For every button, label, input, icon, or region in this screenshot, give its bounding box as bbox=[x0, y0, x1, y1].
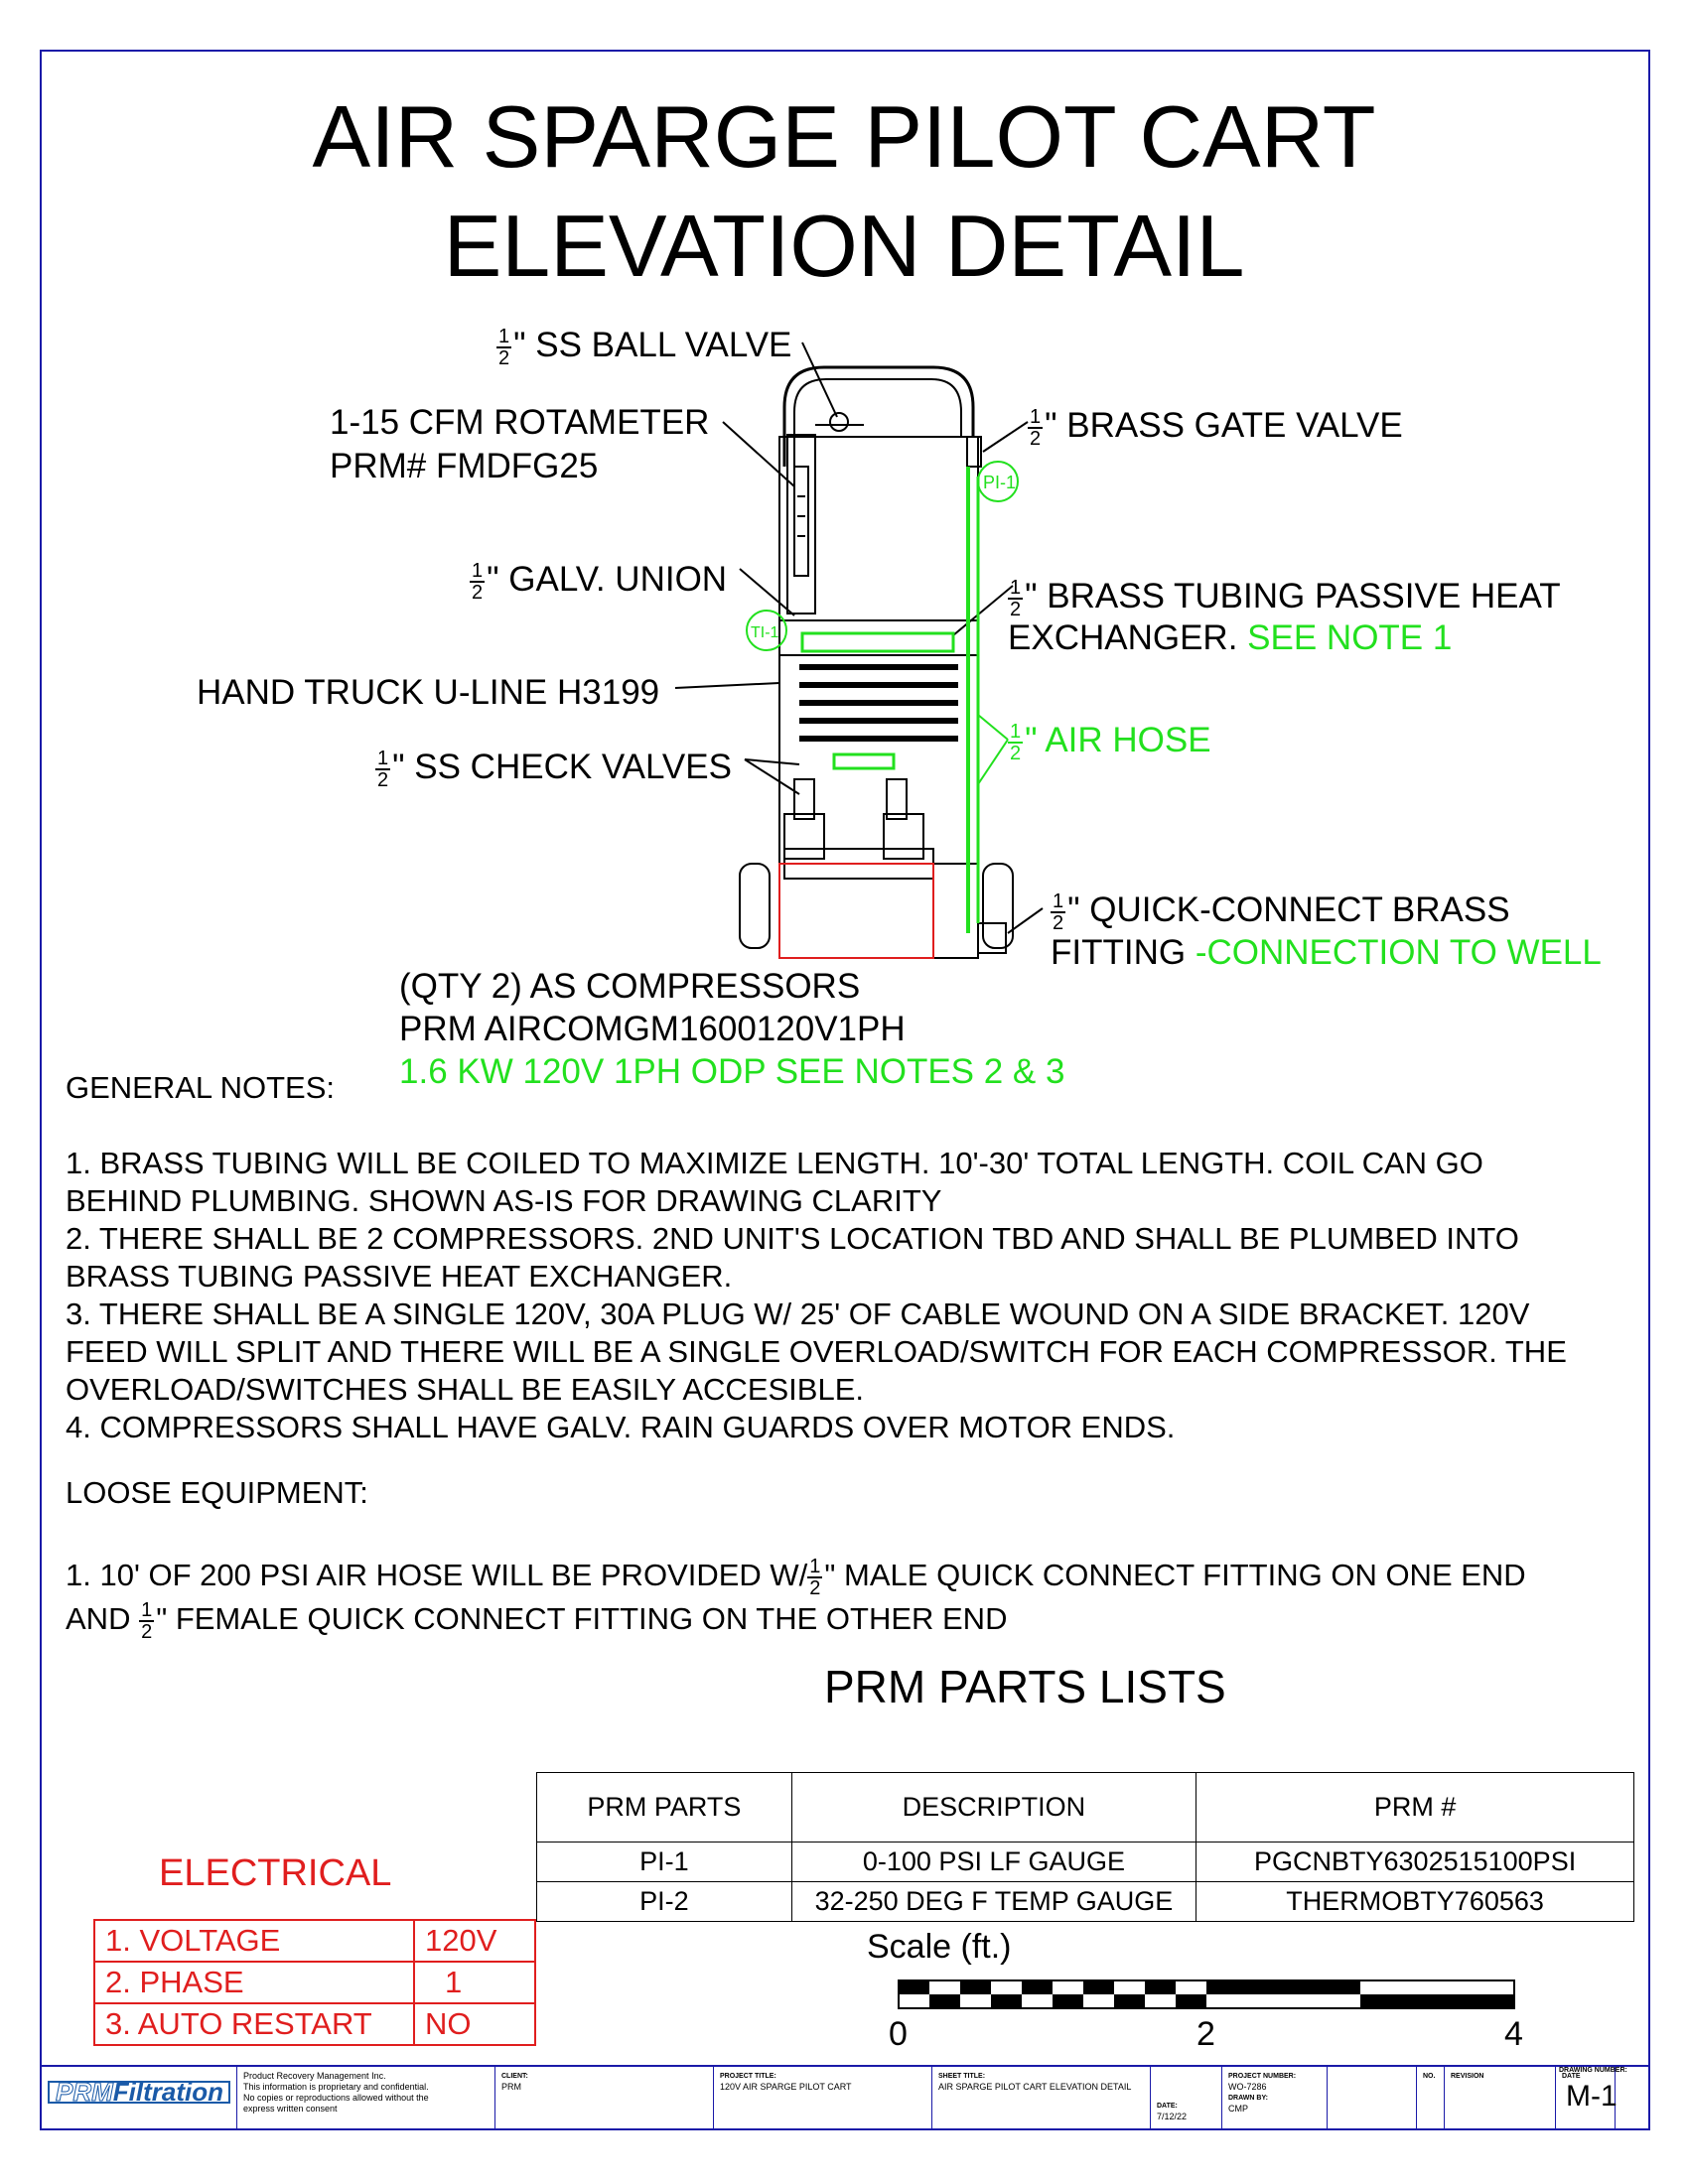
logo-prm: PRM bbox=[56, 2077, 113, 2107]
table-cell: PI-2 bbox=[537, 1882, 792, 1922]
air-hose-callout: $\frac{1}{2}$ " AIR HOSE bbox=[1010, 720, 1211, 764]
check-valves-callout: $\frac{1}{2}$ " SS CHECK VALVES bbox=[377, 747, 732, 791]
quick-connect-callout-line1: $\frac{1}{2}$ " QUICK-CONNECT BRASS bbox=[1053, 889, 1510, 934]
company-logo bbox=[42, 2067, 236, 2130]
table-header: PRM # bbox=[1196, 1773, 1634, 1843]
wheel-right bbox=[983, 864, 1013, 948]
parts-list-title: PRM PARTS LISTS bbox=[824, 1661, 1226, 1712]
gate-valve-callout: $\frac{1}{2}$ " BRASS GATE VALVE bbox=[1030, 405, 1403, 450]
hand-truck-callout: HAND TRUCK U-LINE H3199 bbox=[197, 673, 660, 712]
table-cell: 1. VOLTAGE bbox=[94, 1920, 414, 1962]
blank-cell bbox=[1327, 2067, 1416, 2130]
table-header: PRM PARTS bbox=[537, 1773, 792, 1843]
scale-tick: 2 bbox=[1196, 2015, 1215, 2053]
compressors-callout-line2: PRM AIRCOMGM1600120V1PH bbox=[399, 1010, 906, 1048]
table-cell: 0-100 PSI LF GAUGE bbox=[791, 1843, 1196, 1882]
table-row bbox=[537, 1843, 1634, 1882]
scale-tick: 0 bbox=[889, 2015, 908, 2053]
hand-truck-handle-inner bbox=[794, 379, 961, 467]
heat-exchanger-callout-line1: $\frac{1}{2}$ " BRASS TUBING PASSIVE HEAT bbox=[1010, 576, 1561, 620]
note-line: BEHIND PLUMBING. SHOWN AS-IS FOR DRAWING CLARITY bbox=[66, 1183, 942, 1218]
table-cell: 2. PHASE bbox=[94, 1962, 414, 2003]
note-line: 4. COMPRESSORS SHALL HAVE GALV. RAIN GUARDS OVER MOTOR ENDS. bbox=[66, 1410, 1176, 1444]
ball-valve-body bbox=[830, 413, 848, 431]
union-callout: $\frac{1}{2}$ " GALV. UNION bbox=[472, 559, 728, 604]
compressors-callout-line3: 1.6 KW 120V 1PH ODP SEE NOTES 2 & 3 bbox=[399, 1052, 1065, 1091]
table-cell: THERMOBTY760563 bbox=[1196, 1882, 1634, 1922]
note-line: FEED WILL SPLIT AND THERE WILL BE A SINGLE OVERLOAD/SWITCH FOR EACH COMPRESSOR. THE bbox=[66, 1334, 1567, 1369]
revision-no-cell: NO. bbox=[1416, 2067, 1444, 2130]
compressors-callout-line1: (QTY 2) AS COMPRESSORS bbox=[399, 967, 861, 1006]
general-notes-heading: GENERAL NOTES: bbox=[66, 1070, 336, 1105]
heat-exchanger-callout-line2: EXCHANGER. SEE NOTE 1 bbox=[1008, 618, 1453, 657]
project-title-cell: PROJECT TITLE: 120V AIR SPARGE PILOT CART bbox=[713, 2067, 931, 2130]
compressor-head-left bbox=[784, 814, 824, 859]
table-row bbox=[94, 1962, 535, 2003]
drawing-title-line1: AIR SPARGE PILOT CART bbox=[312, 87, 1376, 186]
scale-tick: 4 bbox=[1504, 2015, 1523, 2053]
see-note-1: SEE NOTE 1 bbox=[1247, 618, 1453, 657]
note-line: 3. THERE SHALL BE A SINGLE 120V, 30A PLUG W/ 25' OF CABLE WOUND ON A SIDE BRACKET. 120V bbox=[66, 1297, 1530, 1331]
ti-1-tag: TI-1 bbox=[751, 624, 779, 641]
note-line: 2. THERE SHALL BE 2 COMPRESSORS. 2ND UNIT'S LOCATION TBD AND SHALL BE PLUMBED INTO bbox=[66, 1221, 1519, 1256]
pi-1-tag: PI-1 bbox=[983, 473, 1017, 492]
table-cell: 3. AUTO RESTART bbox=[94, 2003, 414, 2045]
company-info: Product Recovery Management Inc. This information is proprietary and confidential. No copies or reproductions allowed without the express written consent bbox=[236, 2067, 494, 2130]
revision-date-cell: DATE bbox=[1555, 2067, 1615, 2130]
date-cell: DATE: 7/12/22 bbox=[1150, 2067, 1221, 2130]
table-row bbox=[94, 1920, 535, 1962]
drawing-number: M-1 bbox=[1566, 2080, 1618, 2113]
rotameter-tube bbox=[794, 467, 808, 576]
hand-truck-frame bbox=[779, 620, 978, 958]
loose-equipment-line2: AND $\frac{1}{2}$ " FEMALE QUICK CONNECT FITTING ON THE OTHER END bbox=[66, 1599, 1008, 1643]
air-hose-lower bbox=[834, 754, 894, 768]
table-cell: NO bbox=[414, 2003, 535, 2045]
table-row bbox=[537, 1882, 1634, 1922]
loose-equipment-line1: 1. 10' OF 200 PSI AIR HOSE WILL BE PROVIDED W/ $\frac{1}{2}$ " MALE QUICK CONNECT FITTING ON ONE END bbox=[66, 1556, 1526, 1599]
client-cell: CLIENT: PRM bbox=[494, 2067, 713, 2130]
quick-connect-callout-line2: FITTING -CONNECTION TO WELL bbox=[1051, 933, 1602, 972]
wheel-left bbox=[740, 864, 770, 948]
drawing-title-line2: ELEVATION DETAIL bbox=[443, 197, 1245, 295]
table-cell: PGCNBTY6302515100PSI bbox=[1196, 1843, 1634, 1882]
sheet-title-cell: SHEET TITLE: AIR SPARGE PILOT CART ELEVATION DETAIL bbox=[931, 2067, 1150, 2130]
loose-equipment-heading: LOOSE EQUIPMENT: bbox=[66, 1475, 368, 1510]
rotameter-callout-line2: PRM# FMDFG25 bbox=[330, 447, 599, 485]
rotameter-body bbox=[787, 435, 815, 614]
electrical-title: ELECTRICAL bbox=[159, 1852, 392, 1894]
note-line: OVERLOAD/SWITCHES SHALL BE EASILY ACCESIBLE. bbox=[66, 1372, 864, 1407]
half-fraction: $\frac{1}{2}$ bbox=[498, 325, 510, 369]
table-cell: 32-250 DEG F TEMP GAUGE bbox=[791, 1882, 1196, 1922]
scale-title: Scale (ft.) bbox=[867, 1928, 1012, 1966]
table-header-row bbox=[537, 1773, 1634, 1843]
compressor-head-right bbox=[884, 814, 923, 859]
table-header: DESCRIPTION bbox=[791, 1773, 1196, 1843]
rotameter-callout-line1: 1-15 CFM ROTAMETER bbox=[330, 403, 710, 442]
parts-table bbox=[536, 1772, 1634, 1922]
logo-filtration: Filtration bbox=[112, 2077, 223, 2107]
connection-to-well: -CONNECTION TO WELL bbox=[1195, 933, 1602, 972]
ball-valve-callout: $\frac{1}{2}$ " SS BALL VALVE bbox=[498, 325, 792, 369]
heat-exchanger-tubing bbox=[802, 633, 953, 651]
electrical-table bbox=[93, 1919, 536, 2046]
table-cell: PI-1 bbox=[537, 1843, 792, 1882]
drawing-number-label: DRAWING NUMBER: bbox=[1559, 2067, 1627, 2074]
note-line: BRASS TUBING PASSIVE HEAT EXCHANGER. bbox=[66, 1259, 733, 1294]
title-block bbox=[42, 2065, 1648, 2130]
revision-cell: REVISION bbox=[1444, 2067, 1555, 2130]
note-line: 1. BRASS TUBING WILL BE COILED TO MAXIMIZE LENGTH. 10'-30' TOTAL LENGTH. COIL CAN GO bbox=[66, 1146, 1483, 1180]
table-row bbox=[94, 2003, 535, 2045]
table-cell: 1 bbox=[414, 1962, 535, 2003]
project-number-cell: PROJECT NUMBER: WO-7286 DRAWN BY: CMP bbox=[1221, 2067, 1327, 2130]
scale-bar bbox=[894, 1976, 1529, 2015]
table-cell: 120V bbox=[414, 1920, 535, 1962]
drawing-number-cell bbox=[1615, 2067, 1648, 2130]
